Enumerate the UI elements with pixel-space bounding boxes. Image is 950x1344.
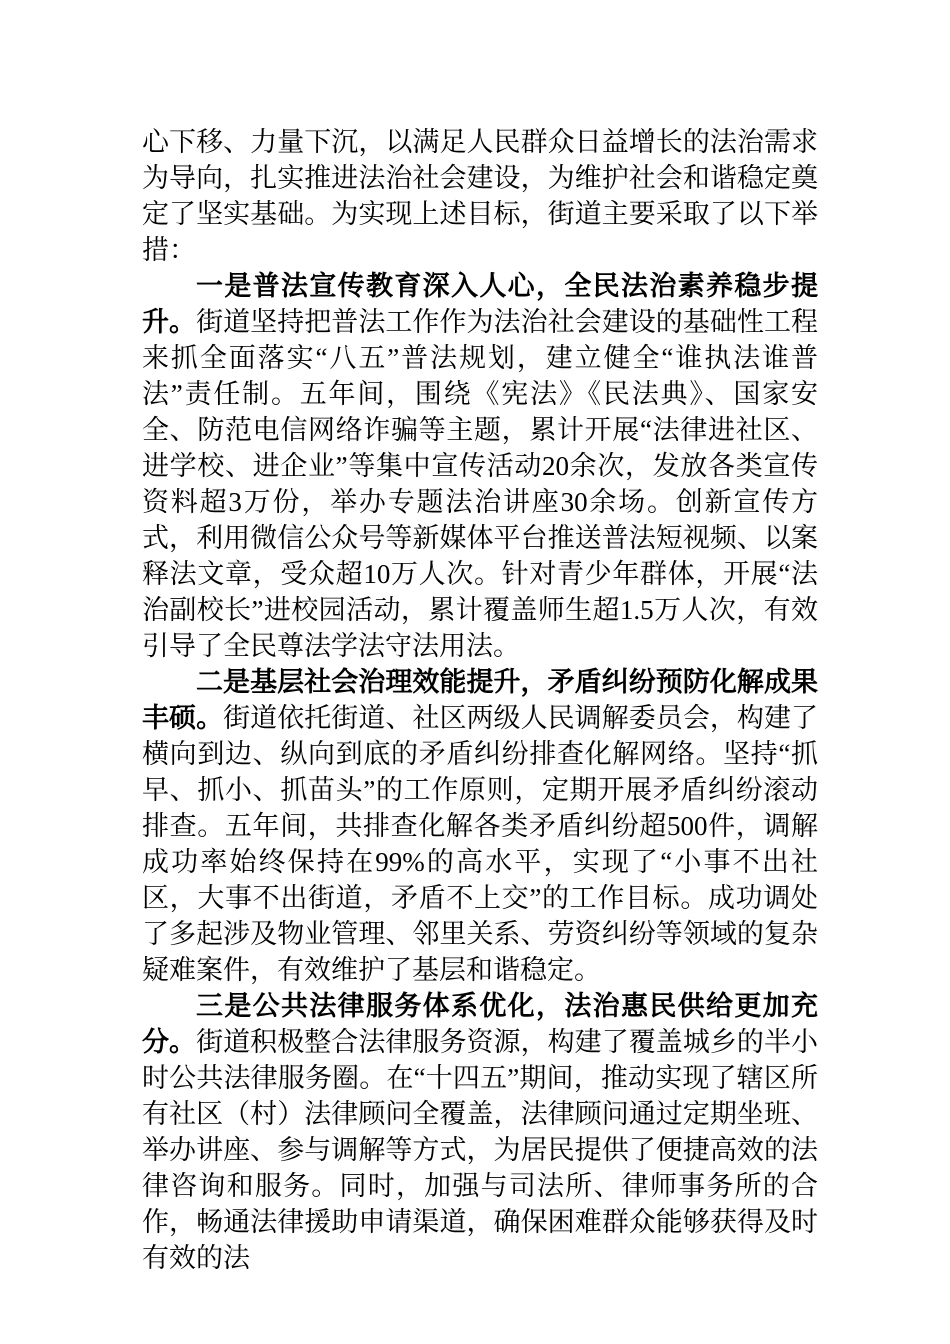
- paragraph-text: 街道依托街道、社区两级人民调解委员会，构建了横向到边、纵向到底的矛盾纠纷排查化解网络。坚持“抓早、抓小、抓苗头”的工作原则，定期开展矛盾纠纷滚动排查。五年间，共排查化解各类矛盾纠纷超500件，调解成功率始终保持在99%的高水平，实现了“小事不出社区，大事不出街道，矛盾不上交”的工作目标。成功调处了多起涉及物业管理、邻里关系、劳资纠纷等领域的复杂疑难案件，有效维护了基层和谐稳定。: [142, 703, 818, 985]
- paragraph-point-three: [142, 988, 818, 1276]
- paragraph-lead: 二是基层社会治理效能提升，矛盾纠纷预防化解成果丰硕。: [142, 667, 818, 733]
- paragraph-point-one: [142, 268, 818, 664]
- paragraph-continuation: [142, 124, 818, 268]
- paragraph-point-two: [142, 664, 818, 988]
- paragraph-text: 心下移、力量下沉，以满足人民群众日益增长的法治需求为导向，扎实推进法治社会建设，为维护社会和谐稳定奠定了坚实基础。为实现上述目标，街道主要采取了以下举措：: [142, 127, 818, 265]
- paragraph-lead: 三是公共法律服务体系优化，法治惠民供给更加充分。: [142, 991, 818, 1057]
- paragraph-lead: 一是普法宣传教育深入人心，全民法治素养稳步提升。: [142, 271, 818, 337]
- paragraph-text: 街道坚持把普法工作作为法治社会建设的基础性工程来抓全面落实“八五”普法规划，建立健全“谁执法谁普法”责任制。五年间，围绕《宪法》《民法典》、国家安全、防范电信网络诈骗等主题，累计开展“法律进社区、进学校、进企业”等集中宣传活动20余次，发放各类宣传资料超3万份，举办专题法治讲座30余场。创新宣传方式，利用微信公众号等新媒体平台推送普法短视频、以案释法文章，受众超10万人次。针对青少年群体，开展“法治副校长”进校园活动，累计覆盖师生超1.5万人次，有效引导了全民尊法学法守法用法。: [142, 307, 819, 661]
- paragraph-text: 街道积极整合法律服务资源，构建了覆盖城乡的半小时公共法律服务圈。在“十四五”期间，推动实现了辖区所有社区（村）法律顾问全覆盖，法律顾问通过定期坐班、举办讲座、参与调解等方式，为居民提供了便捷高效的法律咨询和服务。同时，加强与司法所、律师事务所的合作，畅通法律援助申请渠道，确保困难群众能够获得及时有效的法: [142, 1027, 819, 1273]
- document-body: [142, 124, 818, 1276]
